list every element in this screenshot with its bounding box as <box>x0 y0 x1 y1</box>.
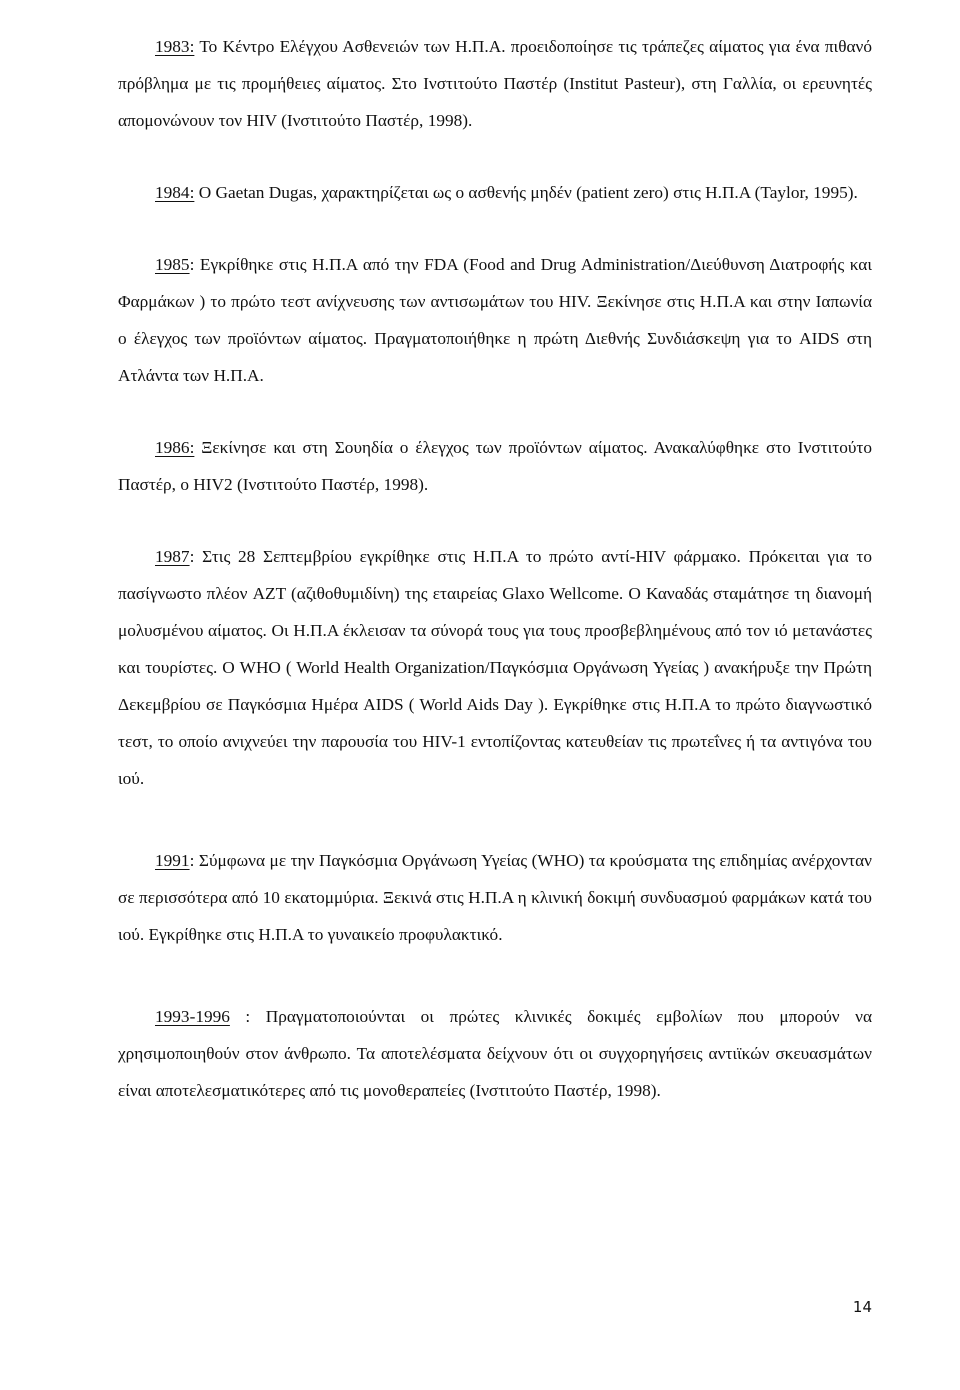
document-body <box>118 28 872 1109</box>
entry-text: : Πραγματοποιούνται οι πρώτες κλινικές δοκιμές εμβολίων που μπορούν να χρησιμοποιηθούν στον άνθρωπο. Τα αποτελέσματα δείχνουν ότι οι συγχορηγήσεις αντιϊκών σκευασμάτων είναι αποτελεσματικότερες από τις μονοθεραπείες (Ινστιτούτο Παστέρ, 1998). <box>118 1007 872 1100</box>
entry-text: : Στις 28 Σεπτεμβρίου εγκρίθηκε στις Η.Π.Α το πρώτο αντί-HIV φάρμακο. Πρόκειται για το πασίγνωστο πλέον AZT (αζιθοθυμιδίνη) της εταιρείας Glaxo Wellcome. Ο Καναδάς σταμάτησε τη διανομή μολυσμένου αίματος. Οι Η.Π.Α έκλεισαν τα σύνορά τους για τους προσβεβλημένους από τον ιό μετανάστες και τουρίστες. Ο WHO ( World Health Organization/Παγκόσμια Οργάνωση Υγείας ) ανακήρυξε την Πρώτη Δεκεμβρίου σε Παγκόσμια Ημέρα AIDS ( World Aids Day ). Εγκρίθηκε στις Η.Π.Α το πρώτο διαγνωστικό τεστ, το οποίο ανιχνεύει την παρουσία του HIV-1 εντοπίζοντας κατευθείαν τις πρωτεΐνες ή τα αντιγόνα του ιού. <box>118 547 872 788</box>
entry-text: : Εγκρίθηκε στις Η.Π.Α από την FDA (Food and Drug Administration/Διεύθυνση Διατροφής και Φαρμάκων ) το πρώτο τεστ ανίχνευσης των αντισωμάτων του HIV. Ξεκίνησε στις Η.Π.Α και στην Ιαπωνία ο έλεγχος των προϊόντων αίματος. Πραγματοποιήθηκε η πρώτη Διεθνής Συνδιάσκεψη για το AIDS στη Ατλάντα των Η.Π.Α. <box>118 255 872 385</box>
timeline-entry-1993-1996 <box>118 998 872 1109</box>
entry-year: 1993-1996 <box>155 1007 230 1026</box>
page-number: 14 <box>852 1298 872 1316</box>
entry-year: 1986: <box>155 438 195 457</box>
entry-year: 1984: <box>155 183 195 202</box>
timeline-entry-1984 <box>118 174 872 211</box>
entry-year: 1987 <box>155 547 190 566</box>
timeline-entry-1983 <box>118 28 872 139</box>
entry-text: : Σύμφωνα με την Παγκόσμια Οργάνωση Υγείας (WHO) τα κρούσματα της επιδημίας ανέρχονταν σε περισσότερα από 10 εκατομμύρια. Ξεκινά στις Η.Π.Α η κλινική δοκιμή συνδυασμού φαρμάκων κατά του ιού. Εγκρίθηκε στις Η.Π.Α το γυναικείο προφυλακτικό. <box>118 851 872 944</box>
entry-year: 1983: <box>155 37 195 56</box>
timeline-entry-1987 <box>118 538 872 797</box>
entry-year: 1985 <box>155 255 190 274</box>
timeline-entry-1985 <box>118 246 872 394</box>
entry-text: Ξεκίνησε και στη Σουηδία ο έλεγχος των προϊόντων αίματος. Ανακαλύφθηκε στο Ινστιτούτο Παστέρ, ο HIV2 (Ινστιτούτο Παστέρ, 1998). <box>118 438 872 494</box>
timeline-entry-1986 <box>118 429 872 503</box>
entry-text: Το Κέντρο Ελέγχου Ασθενειών των Η.Π.Α. προειδοποίησε τις τράπεζες αίματος για ένα πιθανό πρόβλημα με τις προμήθειες αίματος. Στο Ινστιτούτο Παστέρ (Institut Pasteur), στη Γαλλία, οι ερευνητές απομονώνουν τον HIV (Ινστιτούτο Παστέρ, 1998). <box>118 37 872 130</box>
entry-text: O Gaetan Dugas, χαρακτηρίζεται ως ο ασθενής μηδέν (patient zero) στις Η.Π.Α (Taylor, 1995). <box>194 183 858 202</box>
timeline-entry-1991 <box>118 842 872 953</box>
entry-year: 1991 <box>155 851 190 870</box>
